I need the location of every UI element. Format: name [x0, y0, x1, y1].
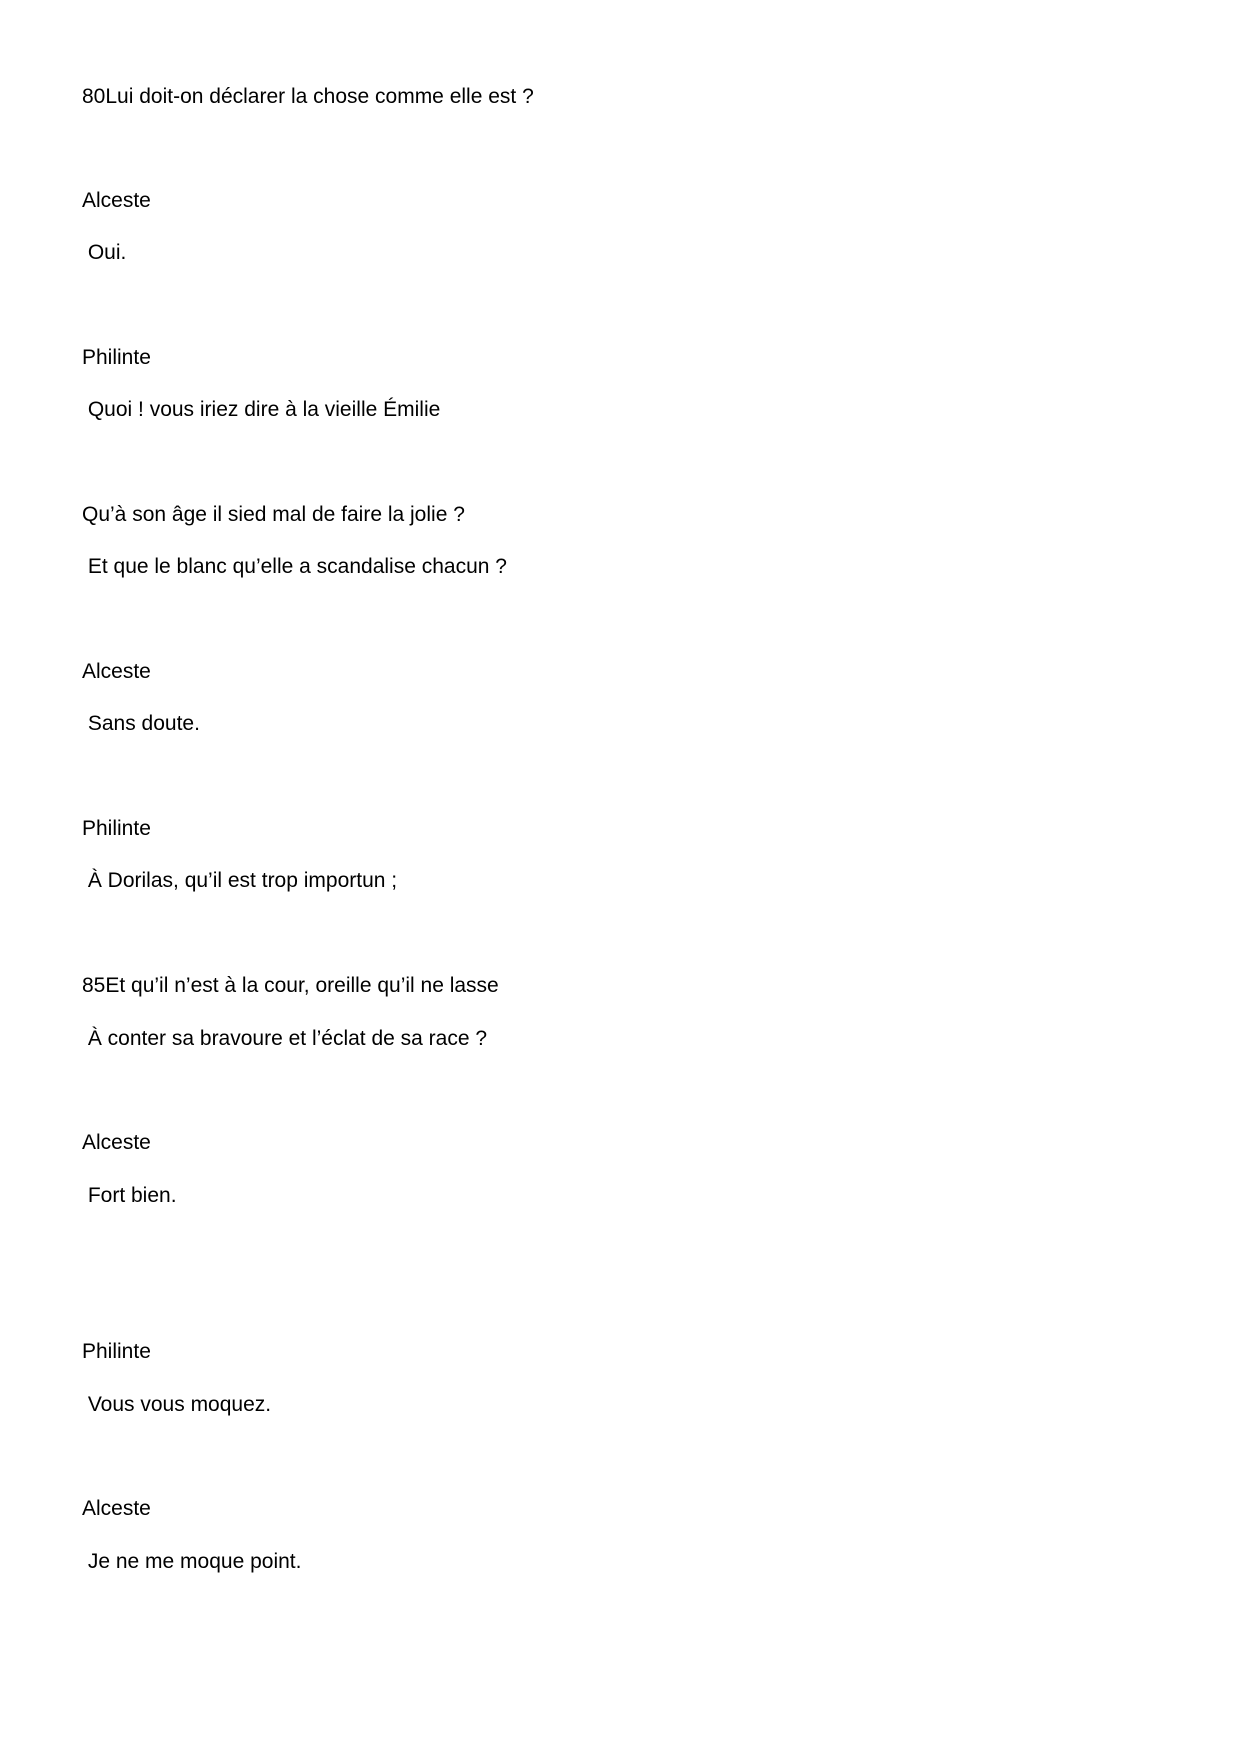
- verse-line: À Dorilas, qu’il est trop importun ;: [82, 869, 398, 892]
- speaker-name: Philinte: [82, 817, 151, 840]
- verse-line-85: 85Et qu’il n’est à la cour, oreille qu’il ne lasse: [82, 974, 499, 997]
- verse-line: Sans doute.: [82, 712, 200, 735]
- verse-line: Oui.: [82, 241, 127, 264]
- verse-line: Et que le blanc qu’elle a scandalise chacun ?: [82, 555, 507, 578]
- verse-line: Vous vous moquez.: [82, 1393, 272, 1416]
- verse-line: Quoi ! vous iriez dire à la vieille Émilie: [82, 398, 441, 421]
- speaker-name: Alceste: [82, 189, 151, 212]
- verse-line: Je ne me moque point.: [82, 1550, 302, 1573]
- verse-line: Qu’à son âge il sied mal de faire la jolie ?: [82, 503, 465, 526]
- verse-line: À conter sa bravoure et l’éclat de sa race ?: [82, 1027, 488, 1050]
- verse-line-80: 80Lui doit-on déclarer la chose comme elle est ?: [82, 85, 534, 108]
- verse-line: Fort bien.: [82, 1184, 177, 1207]
- speaker-name: Alceste: [82, 1131, 151, 1154]
- speaker-name: Philinte: [82, 1340, 151, 1363]
- speaker-name: Philinte: [82, 346, 151, 369]
- speaker-name: Alceste: [82, 660, 151, 683]
- speaker-name: Alceste: [82, 1497, 151, 1520]
